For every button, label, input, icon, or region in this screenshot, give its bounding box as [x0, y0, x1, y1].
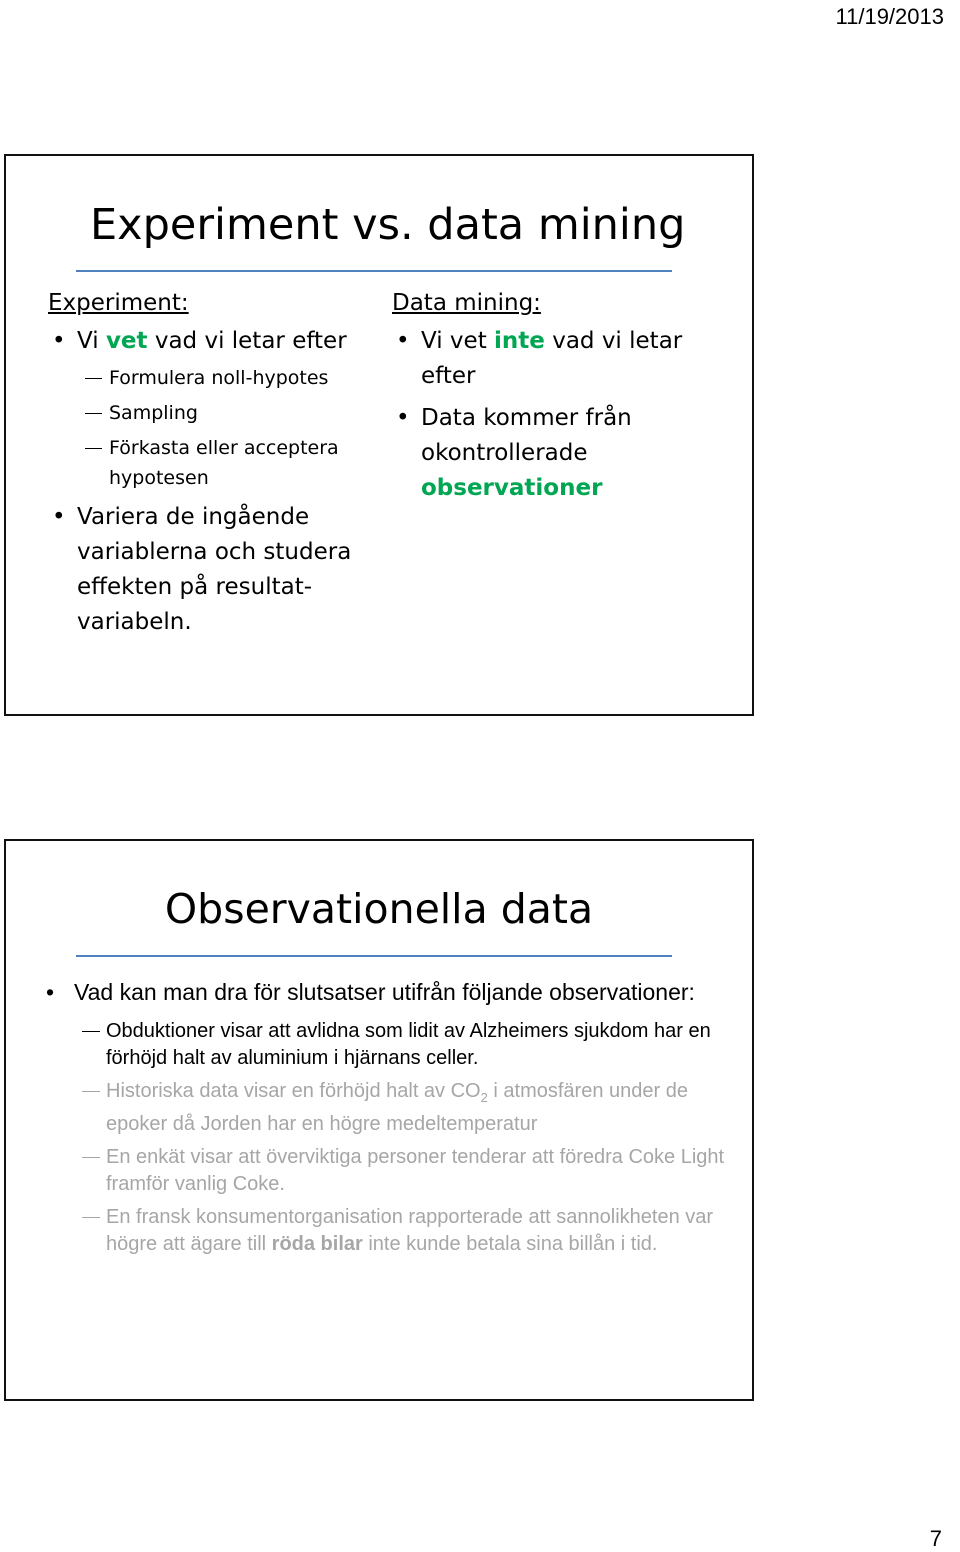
observation-red-cars	[74, 1204, 726, 1258]
text: inte kunde betala sina billån i tid.	[362, 1233, 658, 1255]
observation-list	[46, 978, 726, 1265]
title-underline	[76, 270, 672, 272]
page-date: 11/19/2013	[835, 4, 944, 29]
emphasis: röda bilar	[271, 1233, 363, 1255]
text: Vi vet	[421, 328, 495, 354]
bullet-variera: • Variera de ingående variablerna och studera effekten på resultat-variabeln.	[48, 500, 368, 640]
highlight-inte: inte	[494, 328, 545, 354]
page-number: 7	[929, 1526, 942, 1551]
experiment-column	[48, 290, 368, 647]
text: Data kommer från okontrollerade	[421, 405, 632, 466]
observation-alzheimers: Obduktioner visar att avlidna som lidit av Alzheimers sjukdom har en förhöjd halt av aluminium i hjärnans celler.	[74, 1018, 726, 1072]
text: En fransk konsumentorganisation rapporterade att sannolikheten var högre att ägare till	[106, 1206, 714, 1255]
experiment-heading: Experiment:	[48, 290, 189, 316]
bullet-vet	[48, 324, 368, 493]
text: vad vi letar efter	[147, 328, 347, 354]
title-underline	[76, 955, 672, 957]
text: Vi	[77, 328, 106, 354]
slide-title: Observationella data	[164, 885, 594, 933]
slide-title: Experiment vs. data mining	[90, 200, 686, 250]
data-mining-column	[392, 290, 692, 513]
highlight-vet: vet	[105, 328, 148, 354]
bullet-inte	[392, 324, 692, 394]
highlight-observationer: observationer	[421, 475, 603, 501]
slide-experiment-vs-data-mining	[4, 154, 754, 716]
slide-observationella-data	[4, 839, 754, 1401]
question-text: Vad kan man dra för slutsatser utifrån följande observationer:	[74, 979, 695, 1005]
text: i atmosfären under de epoker då Jorden har en högre medeltemperatur	[106, 1080, 688, 1135]
text: vad vi letar efter	[421, 328, 683, 389]
observation-coke: En enkät visar att överviktiga personer tenderar att föredra Coke Light framför vanlig Coke.	[74, 1144, 726, 1198]
subscript: 2	[480, 1090, 488, 1105]
bullet-data-kommer	[392, 401, 692, 506]
data-mining-heading: Data mining:	[392, 290, 541, 316]
observation-co2	[74, 1078, 726, 1138]
sub-item: Förkasta eller acceptera hypotesen	[77, 433, 368, 493]
text: Historiska data visar en förhöjd halt av CO	[106, 1080, 481, 1102]
sub-item: Formulera noll-hypotes	[77, 363, 368, 393]
question-bullet	[46, 978, 726, 1258]
sub-item: Sampling	[77, 398, 368, 428]
